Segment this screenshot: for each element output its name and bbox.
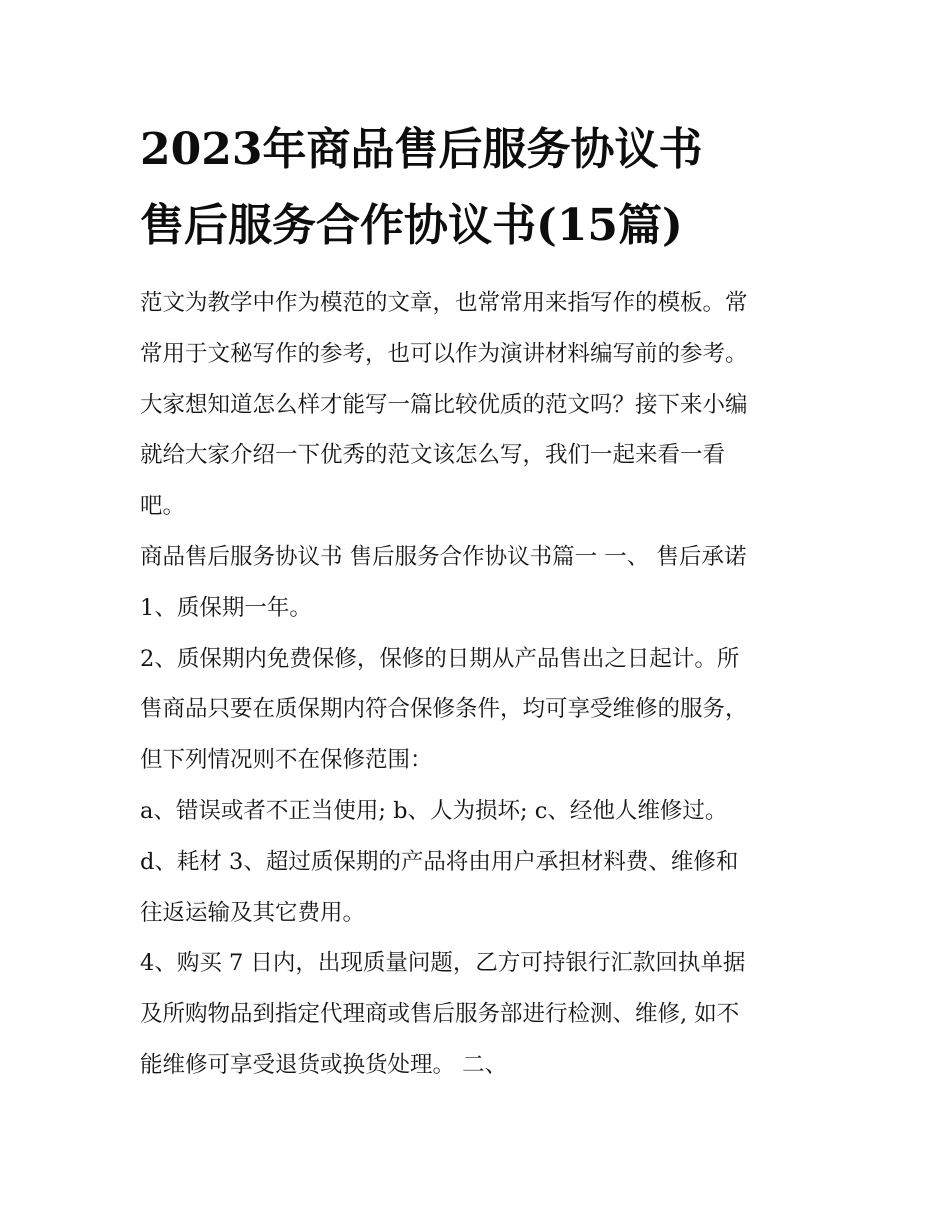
text-line: 常用于文秘写作的参考，也可以作为演讲材料编写前的参考。 [140, 340, 748, 367]
title-line-1: 2023年商品售后服务协议书 [140, 124, 703, 175]
text-line: 吧。 [140, 493, 186, 520]
text-line: 及所购物品到指定代理商或售后服务部进行检测、维修, 如不 [140, 1001, 740, 1028]
paragraph-exclusions [140, 786, 820, 837]
text-line: 大家想知道怎么样才能写一篇比较优质的范文吗？接下来小编 [140, 391, 748, 418]
text-line: 但下列情况则不在保修范围： [140, 747, 433, 774]
text-line: 1、质保期一年。 [140, 594, 312, 621]
paragraph-item-4 [140, 938, 820, 1090]
paragraph-item-3 [140, 837, 820, 939]
text-line: 4、购买 7 日内，出现质量问题，乙方可持银行汇款回执单据 [140, 950, 746, 977]
text-line: a、错误或者不正当使用; b、人为损坏; c、经他人维修过。 [140, 797, 728, 824]
text-line: 往返运输及其它费用。 [140, 899, 366, 926]
title-line-2: 售后服务合作协议书(15篇) [140, 200, 683, 251]
document-title [140, 112, 840, 264]
paragraph-intro [140, 278, 820, 532]
paragraph-item-1 [140, 583, 820, 634]
paragraph-section-heading [140, 532, 820, 583]
text-line: 就给大家介绍一下优秀的范文该怎么写，我们一起来看一看 [140, 442, 726, 469]
text-line: 2、质保期内免费保修，保修的日期从产品售出之日起计。所 [140, 645, 740, 672]
text-line: 售商品只要在质保期内符合保修条件，均可享受维修的服务， [140, 696, 748, 723]
text-line: 能维修可享受退货或换货处理。 二、 [140, 1051, 508, 1078]
paragraph-item-2 [140, 634, 820, 786]
text-line: 范文为教学中作为模范的文章，也常常用来指写作的模板。常 [140, 290, 748, 316]
text-line: 商品售后服务协议书 售后服务合作协议书篇一 一、 售后承诺 [140, 543, 747, 570]
text-line: d、耗材 3、超过质保期的产品将由用户承担材料费、维修和 [140, 848, 739, 875]
document-body [140, 278, 820, 1091]
